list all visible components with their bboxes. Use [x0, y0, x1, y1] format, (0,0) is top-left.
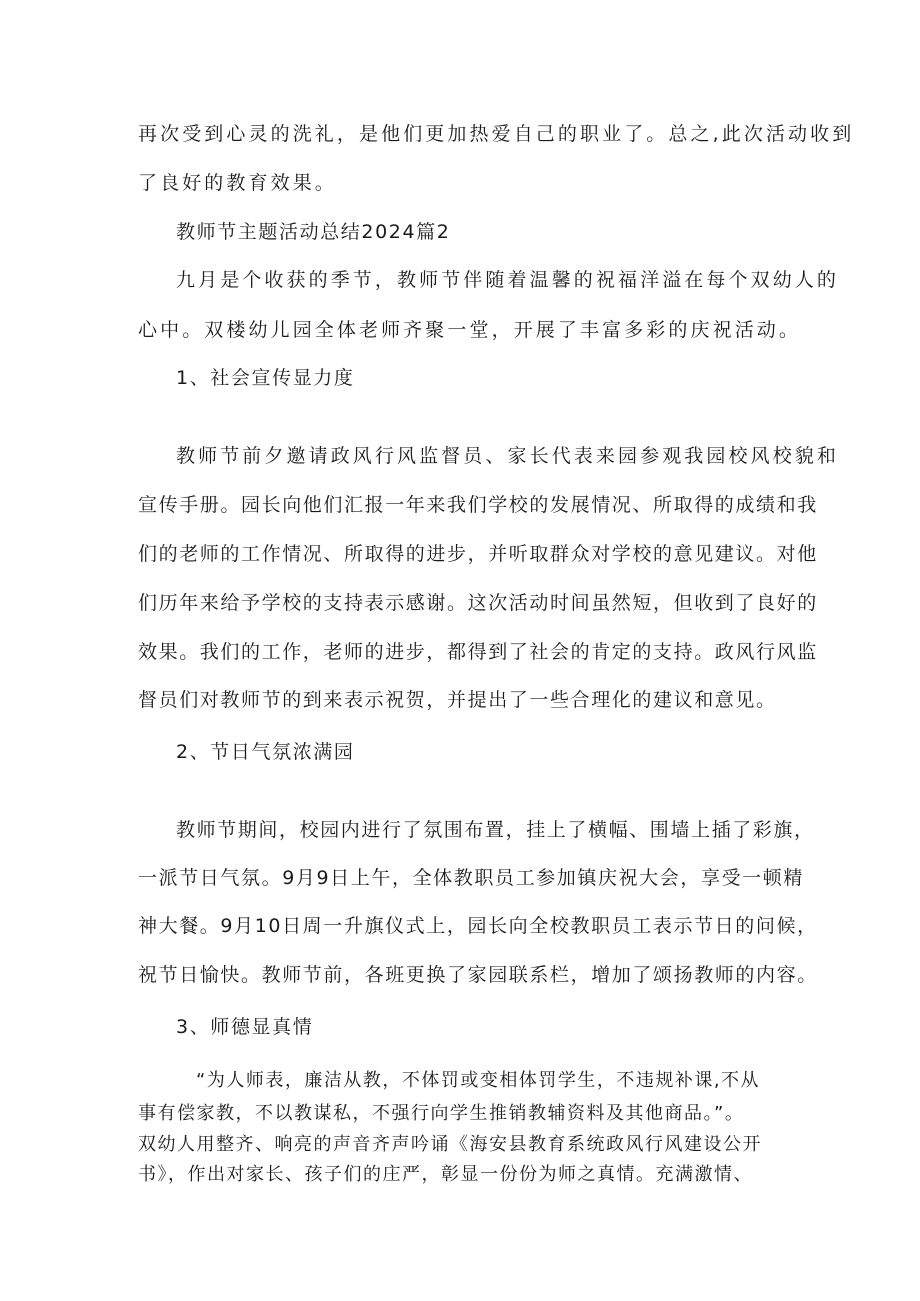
- paragraph-line: 九月是个收获的季节，教师节伴随着温馨的祝福洋溢在每个双幼人的: [176, 269, 840, 291]
- paragraph-line: 了良好的教育效果。: [138, 172, 337, 194]
- quote-line: “为人师表，廉洁从教，不体罚或变相体罚学生，不违规补课,不从: [196, 1070, 761, 1091]
- quote-line: 事有偿家教，不以教谋私，不强行向学生推销教辅资料及其他商品。”。: [138, 1103, 745, 1124]
- subheading: 2、节日气氛浓满园: [176, 741, 355, 763]
- subheading: 3、师德显真情: [176, 1016, 314, 1038]
- paragraph-line: 书》，作出对家长、孩子们的庄严，彰显一份份为师之真情。充满激情、: [138, 1164, 753, 1185]
- paragraph-line: 再次受到心灵的洗礼，是他们更加热爱自己的职业了。总之,此次活动收到: [138, 123, 855, 145]
- paragraph-line: 神大餐。9月10日周一升旗仪式上，园长向全校教职员工表示节日的问候，: [138, 915, 818, 937]
- paragraph-line: 宣传手册。园长向他们汇报一年来我们学校的发展情况、所取得的成绩和我: [138, 494, 818, 516]
- paragraph-line: 效果。我们的工作，老师的进步，都得到了社会的肯定的支持。政风行风监: [138, 641, 818, 663]
- paragraph-line: 祝节日愉快。教师节前，各班更换了家园联系栏，增加了颂扬教师的内容。: [138, 964, 818, 986]
- paragraph-line: 教师节期间，校园内进行了氛围布置，挂上了横幅、围墙上插了彩旗，: [176, 819, 815, 841]
- paragraph-line: 督员们对教师节的到来表示祝贺，并提出了一些合理化的建议和意见。: [138, 689, 777, 711]
- section-heading: 教师节主题活动总结2024篇2: [176, 221, 451, 243]
- paragraph-line: 们历年来给予学校的支持表示感谢。这次活动时间虽然短，但收到了良好的: [138, 592, 818, 614]
- paragraph-line: 一派节日气氛。9月9日上午，全体教职员工参加镇庆祝大会，享受一顿精: [138, 867, 804, 889]
- paragraph-line: 教师节前夕邀请政风行风监督员、家长代表来园参观我园校风校貌和: [176, 445, 840, 467]
- paragraph-line: 双幼人用整齐、响亮的声音齐声吟诵《海安县教育系统政风行风建设公开: [138, 1134, 762, 1155]
- paragraph-line: 心中。双楼幼儿园全体老师齐聚一堂，开展了丰富多彩的庆祝活动。: [138, 319, 802, 341]
- subheading: 1、社会宣传显力度: [176, 367, 355, 389]
- paragraph-line: 们的老师的工作情况、所取得的进步，并听取群众对学校的意见建议。对他: [138, 543, 818, 565]
